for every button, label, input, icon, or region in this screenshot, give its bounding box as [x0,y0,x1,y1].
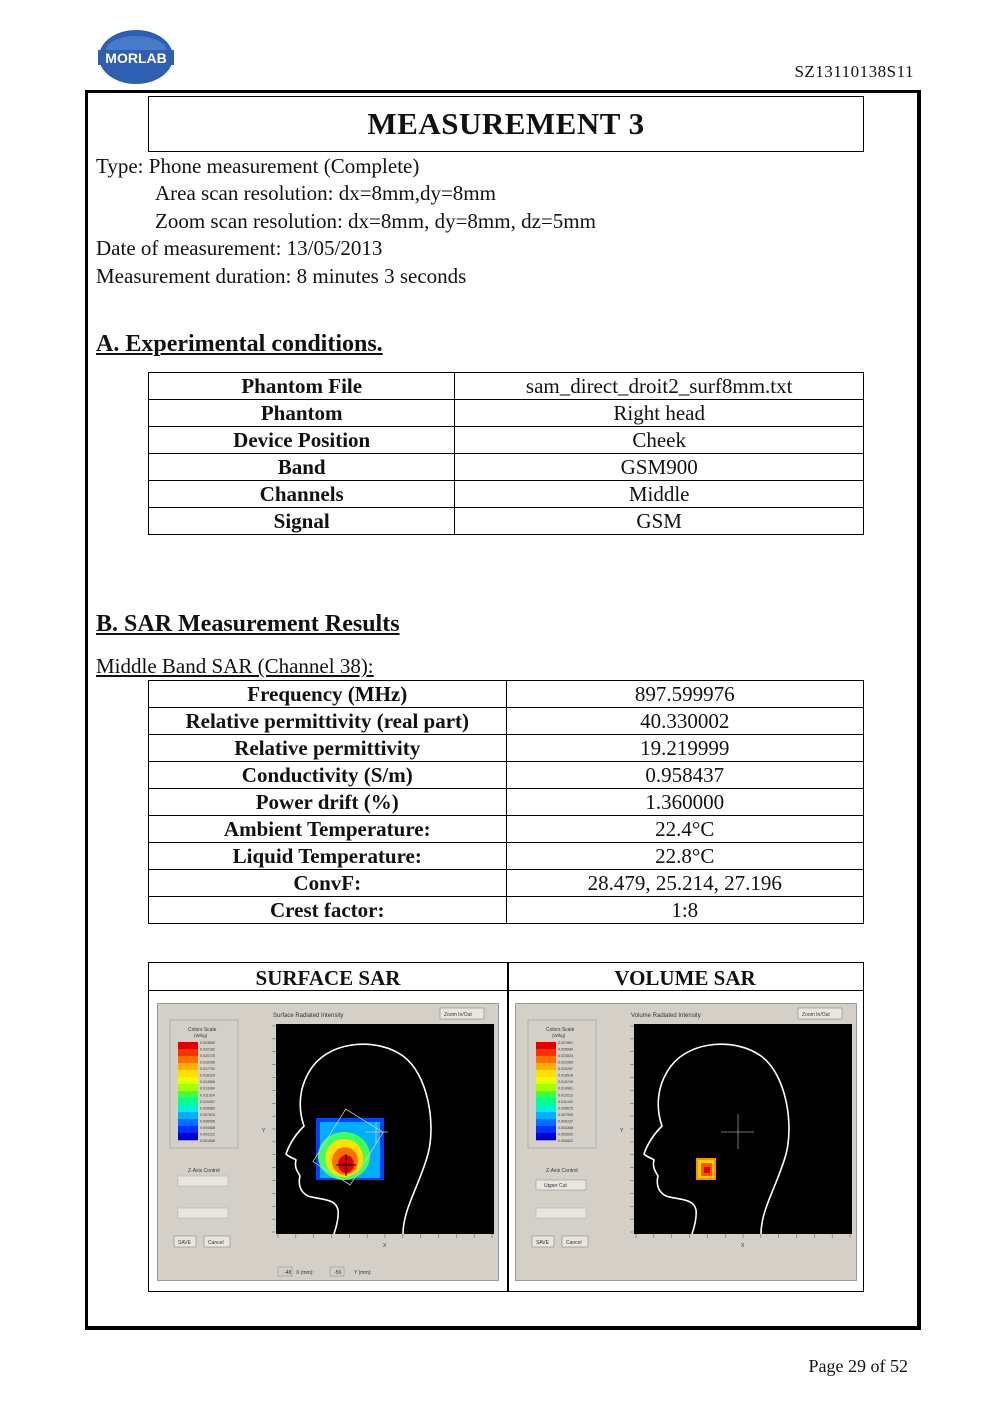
volume-plot-area [634,1024,852,1234]
row-value: 1.360000 [506,789,863,816]
scale-value: 0.017792 [200,1067,215,1072]
volume-plot-title: Volume Radiated Intensity [631,1013,701,1019]
scale-value: 0.004588 [200,1125,215,1130]
row-label: Phantom File [149,373,455,400]
experimental-conditions-table [148,372,864,535]
row-value: 897.599976 [506,681,863,708]
svg-text:Zoom In/Out: Zoom In/Out [802,1012,830,1018]
scale-value: 0.007523 [200,1112,215,1117]
scale-swatch [178,1063,198,1070]
scale-value: 0.027861 [558,1041,573,1045]
table-row [149,870,864,897]
table-row [149,789,864,816]
row-value: 22.4°C [506,816,863,843]
scale-value: 0.007906 [558,1112,573,1117]
table-row [149,843,864,870]
scale-swatch [536,1126,556,1133]
row-label: Ambient Temperature: [149,816,507,843]
row-label: Signal [149,508,455,535]
scale-swatch [536,1091,556,1098]
section-a-heading: A. Experimental conditions. [96,331,383,357]
svg-text:Y: Y [620,1128,624,1134]
svg-text:X: X [383,1243,387,1249]
table-row [149,708,864,735]
scale-swatch [536,1133,556,1140]
scale-value: 0.018518 [558,1073,573,1078]
row-value: 19.219999 [506,735,863,762]
table-row [149,816,864,843]
scale-swatch [536,1098,556,1105]
measurement-duration: Measurement duration: 8 minutes 3 seconds [96,264,467,288]
row-value: Middle [455,481,864,508]
scale-swatch [178,1077,198,1084]
page-number: Page 29 of 52 [808,1356,908,1376]
scale-value: 0.023859 [200,1041,215,1045]
row-label: Relative permittivity (real part) [149,708,507,735]
scale-swatch [178,1112,198,1119]
measurement-date: Date of measurement: 13/05/2013 [96,236,383,260]
scale-value: 0.020287 [558,1067,573,1072]
svg-text:Cancel: Cancel [208,1240,224,1246]
scale-value: 0.003122 [200,1132,215,1137]
row-value: GSM900 [455,454,864,481]
scale-value: 0.011924 [200,1093,215,1098]
scale-value: 0.001556 [200,1139,215,1143]
scale-value: 0.000831 [558,1139,573,1143]
svg-text:Zoom In/Out: Zoom In/Out [444,1012,472,1018]
row-value: 28.479, 25.214, 27.196 [506,870,863,897]
table-row [149,762,864,789]
svg-text:Y (mm):: Y (mm): [354,1270,372,1276]
colors-scale-label: Colors Scale [188,1027,217,1033]
svg-text:X (mm):: X (mm): [296,1270,314,1276]
row-label: Band [149,454,455,481]
colors-scale-label: Colors Scale [546,1027,575,1033]
row-value: 22.8°C [506,843,863,870]
surface-plot-title: Surface Radiated Intensity [273,1013,344,1019]
scale-value: 0.011443 [558,1099,573,1104]
scale-swatch [536,1070,556,1077]
table-row [149,681,864,708]
svg-text:SAVE: SAVE [536,1240,549,1246]
x-value-field: -48 [284,1270,292,1276]
table-row [149,897,864,924]
section-b-heading: B. SAR Measurement Results [96,611,400,637]
z-axis-control-label: Z-Axis Control [188,1168,220,1174]
y-value-field: -56 [334,1270,342,1276]
svg-text:Y: Y [262,1128,266,1134]
scale-value: 0.008989 [200,1106,215,1111]
table-row [149,454,864,481]
scale-swatch [536,1084,556,1091]
row-value: sam_direct_droit2_surf8mm.txt [455,373,864,400]
scale-value: 0.013389 [200,1086,215,1091]
z-axis-control-label: Z-Axis Control [546,1168,578,1174]
sar-images-table [148,962,864,1292]
scale-swatch [178,1049,198,1056]
scale-value: 0.006137 [558,1119,573,1124]
scale-swatch [536,1119,556,1126]
table-row [149,373,864,400]
scale-value: 0.022065 [558,1060,573,1065]
scale-swatch [536,1056,556,1063]
scale-swatch [178,1098,198,1105]
morlab-logo [96,28,176,86]
unit-label: (W/kg) [552,1033,566,1038]
volume-sar-screenshot [515,1003,857,1281]
row-label: ConvF: [149,870,507,897]
svg-text:SAVE: SAVE [178,1240,191,1246]
scale-swatch [536,1105,556,1112]
row-value: 0.958437 [506,762,863,789]
svg-text:Upper Cut: Upper Cut [544,1183,567,1189]
logo-text: MORLAB [105,50,167,66]
scale-swatch [178,1105,198,1112]
scale-swatch [536,1063,556,1070]
sar-results-table [148,680,864,924]
scale-swatch [178,1126,198,1133]
scale-value: 0.016324 [200,1073,215,1078]
row-label: Channels [149,481,455,508]
row-label: Power drift (%) [149,789,507,816]
row-label: Conductivity (S/m) [149,762,507,789]
surface-plot-area [276,1024,494,1234]
scale-swatch [536,1042,556,1049]
row-value: 40.330002 [506,708,863,735]
scale-value: 0.014981 [558,1086,573,1091]
svg-text:Cancel: Cancel [566,1240,582,1246]
volume-sar-header: VOLUME SAR [507,963,863,991]
scale-swatch [536,1077,556,1084]
scale-value: 0.004368 [558,1125,573,1130]
scale-value: 0.022182 [200,1047,215,1052]
row-label: Frequency (MHz) [149,681,507,708]
scale-value: 0.006055 [200,1119,215,1124]
scale-swatch [536,1112,556,1119]
table-row [149,427,864,454]
scale-swatch [178,1042,198,1049]
row-value: Right head [455,400,864,427]
table-row [149,481,864,508]
scale-swatch [536,1049,556,1056]
table-row [149,400,864,427]
scale-value: 0.023824 [558,1054,573,1059]
row-label: Crest factor: [149,897,507,924]
svg-text:X: X [741,1243,745,1249]
row-value: GSM [455,508,864,535]
scale-value: 0.010457 [200,1099,215,1104]
document-id: SZ13110138S11 [794,62,914,81]
scale-swatch [178,1091,198,1098]
scale-value: 0.019266 [200,1060,215,1065]
scale-swatch [178,1119,198,1126]
column-divider [507,963,509,1291]
scale-swatch [178,1070,198,1077]
surface-sar-screenshot [157,1003,499,1281]
scale-value: 0.020725 [200,1054,215,1059]
scale-value: 0.009675 [558,1106,573,1111]
scale-swatch [178,1133,198,1140]
section-b-subheading: Middle Band SAR (Channel 38): [96,654,374,678]
unit-label: (W/kg) [194,1033,208,1038]
scale-value: 0.002600 [558,1132,573,1137]
table-row [149,735,864,762]
scale-swatch [178,1084,198,1091]
page-title: MEASUREMENT 3 [148,96,864,152]
scale-value: 0.016749 [558,1080,573,1085]
zoom-scan-resolution: Zoom scan resolution: dx=8mm, dy=8mm, dz=5mm [155,209,596,233]
measurement-type: Type: Phone measurement (Complete) [96,154,420,178]
row-value: 1:8 [506,897,863,924]
row-label: Device Position [149,427,455,454]
surface-sar-header: SURFACE SAR [149,963,507,991]
scale-value: 0.013212 [558,1093,573,1098]
scale-value: 0.025980 [558,1047,573,1052]
row-label: Liquid Temperature: [149,843,507,870]
area-scan-resolution: Area scan resolution: dx=8mm,dy=8mm [155,181,496,205]
scale-swatch [178,1056,198,1063]
row-value: Cheek [455,427,864,454]
row-label: Phantom [149,400,455,427]
table-row [149,508,864,535]
row-label: Relative permittivity [149,735,507,762]
scale-value: 0.014856 [200,1080,215,1085]
